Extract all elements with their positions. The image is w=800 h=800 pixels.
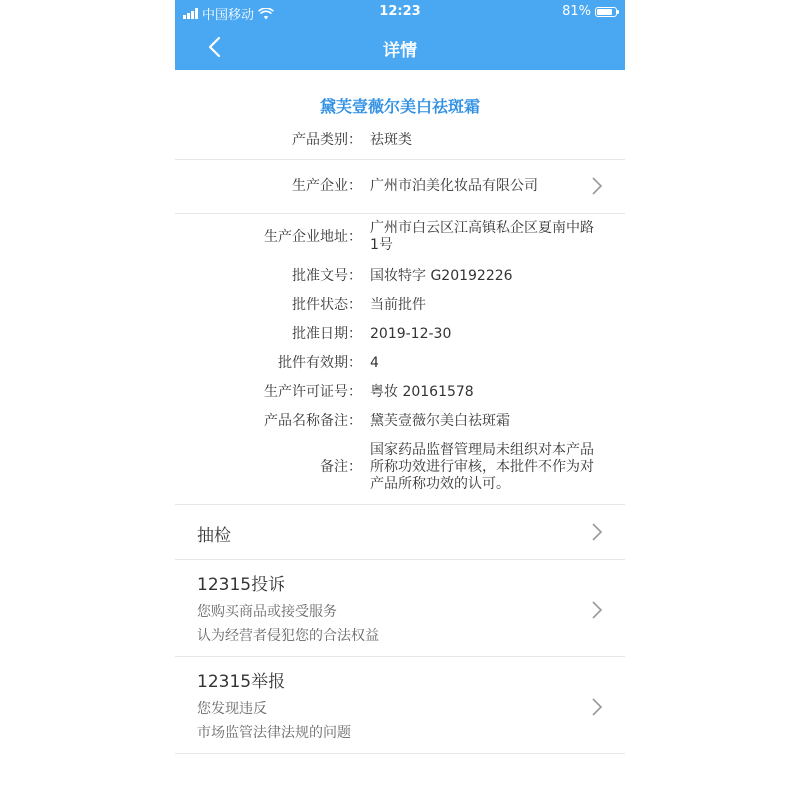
detail-value: 祛斑类 [370, 132, 412, 148]
list-item-subtitle: 市场监管法律法规的问题 [197, 725, 351, 741]
detail-row-license [175, 384, 625, 413]
chevron-right-icon [591, 176, 603, 196]
product-name: 黛芙壹薇尔美白祛斑霜 [319, 97, 480, 116]
list-item-subtitle: 您购买商品或接受服务 [197, 604, 337, 620]
detail-row-validity [175, 355, 625, 384]
list-item-title: 抽检 [197, 526, 231, 546]
detail-label: 产品类别： [292, 132, 362, 148]
list-item-report[interactable] [175, 656, 625, 754]
detail-value: 粤妆 20161578 [370, 384, 474, 400]
page-title: 详情 [383, 41, 417, 61]
detail-label: 批准日期： [292, 326, 362, 342]
detail-row-name-note [175, 413, 625, 442]
list-item-subtitle: 认为经营者侵犯您的合法权益 [197, 628, 379, 644]
detail-row-manufacturer[interactable] [175, 160, 625, 213]
detail-label: 生产许可证号： [264, 384, 362, 400]
detail-label: 批件有效期： [278, 355, 362, 371]
phone-screen [175, 0, 625, 800]
detail-label: 备注： [320, 459, 362, 475]
list-item-title: 12315投诉 [197, 575, 286, 595]
status-time: 12:23 [379, 4, 421, 19]
detail-value: 国妆特字 G20192226 [370, 268, 513, 284]
detail-row-address [175, 214, 625, 268]
details-section [175, 126, 625, 504]
nav-bar [175, 24, 625, 70]
battery-fill [597, 9, 612, 15]
detail-value: 黛芙壹薇尔美白祛斑霜 [370, 413, 510, 429]
list-item-inspection[interactable] [175, 504, 625, 559]
list-item-complaint[interactable] [175, 559, 625, 656]
chevron-right-icon [591, 522, 603, 542]
list-item-subtitle: 您发现违反 [197, 701, 267, 717]
detail-row-approval-date [175, 326, 625, 355]
carrier-label: 中国移动 [202, 8, 255, 23]
list-item-title: 12315举报 [197, 672, 286, 692]
detail-value: 4 [370, 355, 379, 371]
detail-value: 广州市白云区江高镇私企区夏南中路1号 [370, 220, 594, 253]
detail-value: 2019-12-30 [370, 326, 452, 342]
detail-value: 广州市泊美化妆品有限公司 [370, 178, 538, 194]
detail-value: 当前批件 [370, 297, 426, 313]
detail-label: 产品名称备注： [264, 413, 362, 429]
chevron-right-icon [591, 697, 603, 717]
detail-label: 生产企业地址： [264, 229, 362, 245]
status-bar [175, 0, 625, 24]
detail-label: 批件状态： [292, 297, 362, 313]
chevron-right-icon [591, 600, 603, 620]
detail-row-approval-number [175, 268, 625, 297]
detail-row-category [175, 126, 625, 159]
status-right [562, 4, 617, 19]
battery-icon [595, 7, 617, 17]
battery-percent: 81% [562, 4, 591, 19]
detail-label: 批准文号： [292, 268, 362, 284]
detail-row-status [175, 297, 625, 326]
detail-value: 国家药品监督管理局未组织对本产品所称功效进行审核，本批件不作为对产品所称功效的认可。 [370, 442, 594, 492]
detail-label: 生产企业： [292, 178, 362, 194]
detail-row-remark [175, 442, 625, 504]
